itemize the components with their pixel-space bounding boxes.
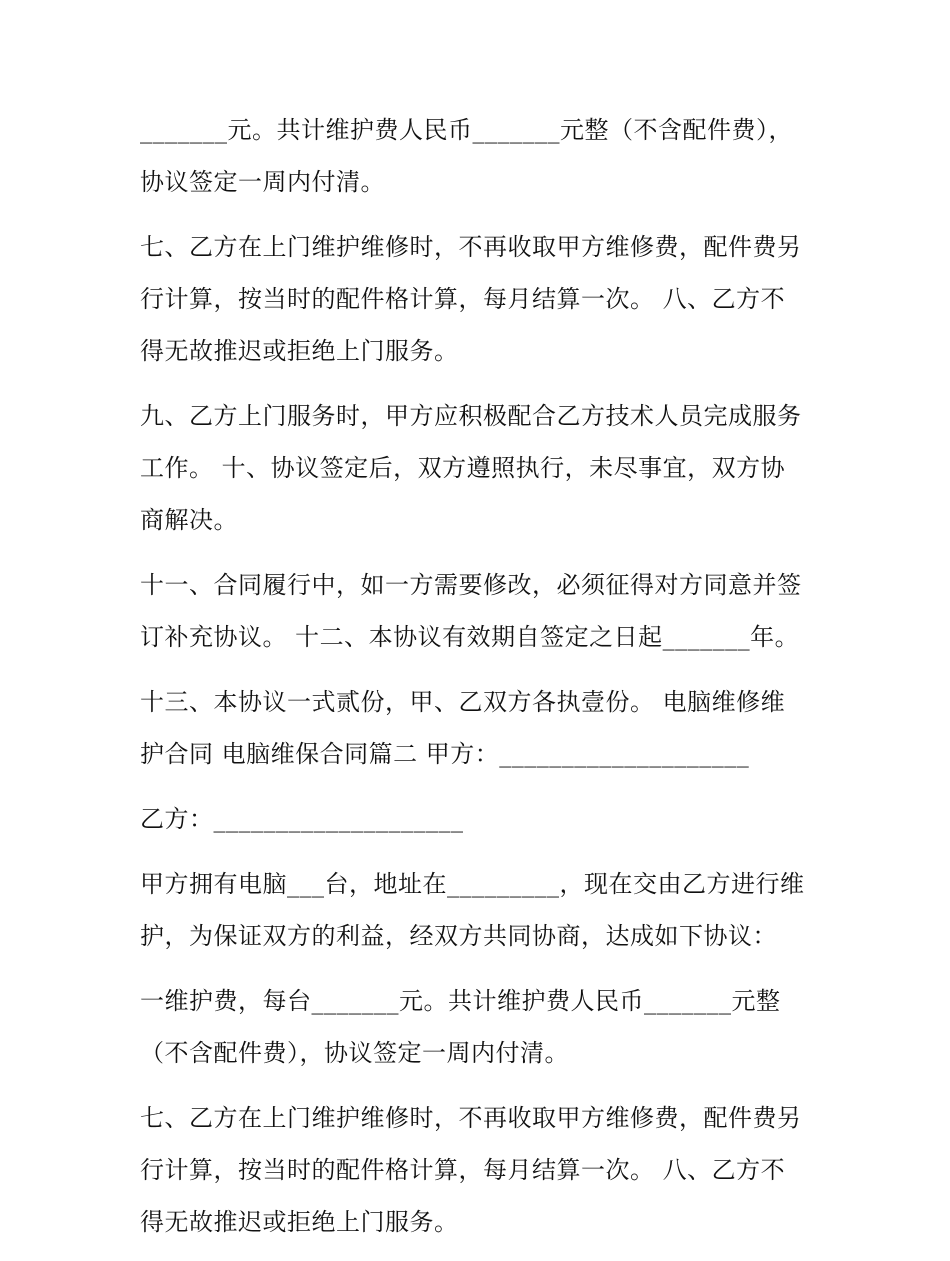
text-line: 协议签定一周内付清。: [140, 168, 385, 196]
text-line: 行计算，按当时的配件格计算，每月结算一次。 八、乙方不: [140, 285, 786, 313]
text-line: 七、乙方在上门维护维修时，不再收取甲方维修费，配件费另: [140, 1104, 802, 1132]
text-line: 行计算，按当时的配件格计算，每月结算一次。 八、乙方不: [140, 1156, 786, 1184]
text-line: （不含配件费），协议签定一周内付清。: [140, 1039, 569, 1067]
text-line: 得无故推迟或拒绝上门服务。: [140, 1208, 459, 1236]
document-body: [140, 104, 830, 1261]
text-line: 护，为保证双方的利益，经双方共同协商，达成如下协议：: [140, 922, 777, 950]
paragraph-fee-total: [140, 104, 830, 208]
paragraph-clause-11-12: [140, 559, 830, 663]
text-line: 得无故推迟或拒绝上门服务。: [140, 337, 459, 365]
text-line: 七、乙方在上门维护维修时，不再收取甲方维修费，配件费另: [140, 233, 802, 261]
text-line: 订补充协议。 十二、本协议有效期自签定之日起_______年。: [140, 623, 800, 651]
paragraph-clause-13-party-a: [140, 676, 830, 780]
text-line: 甲方拥有电脑___台，地址在_________，现在交由乙方进行维: [140, 870, 805, 898]
text-line: 乙方：____________________: [140, 805, 464, 833]
text-line: _______元。共计维护费人民币_______元整（不含配件费），: [140, 116, 793, 144]
text-line: 工作。 十、协议签定后，双方遵照执行，未尽事宜，双方协: [140, 454, 786, 482]
text-line: 一维护费，每台_______元。共计维护费人民币_______元整: [140, 987, 781, 1015]
text-line: 十三、本协议一式贰份，甲、乙双方各执壹份。 电脑维修维: [140, 688, 786, 716]
text-line: 十一、合同履行中，如一方需要修改，必须征得对方同意并签: [140, 571, 802, 599]
text-line: 九、乙方上门服务时，甲方应积极配合乙方技术人员完成服务: [140, 402, 802, 430]
text-line: 护合同 电脑维保合同篇二 甲方：____________________: [140, 740, 750, 768]
paragraph-clause-1-fee: [140, 975, 830, 1079]
paragraph-clause-9-10: [140, 390, 830, 546]
paragraph-clause-7-8: [140, 221, 830, 377]
paragraph-intro: [140, 858, 830, 962]
text-line: 商解决。: [140, 506, 238, 534]
paragraph-party-b: [140, 793, 830, 845]
paragraph-clause-7-8-repeat: [140, 1092, 830, 1248]
